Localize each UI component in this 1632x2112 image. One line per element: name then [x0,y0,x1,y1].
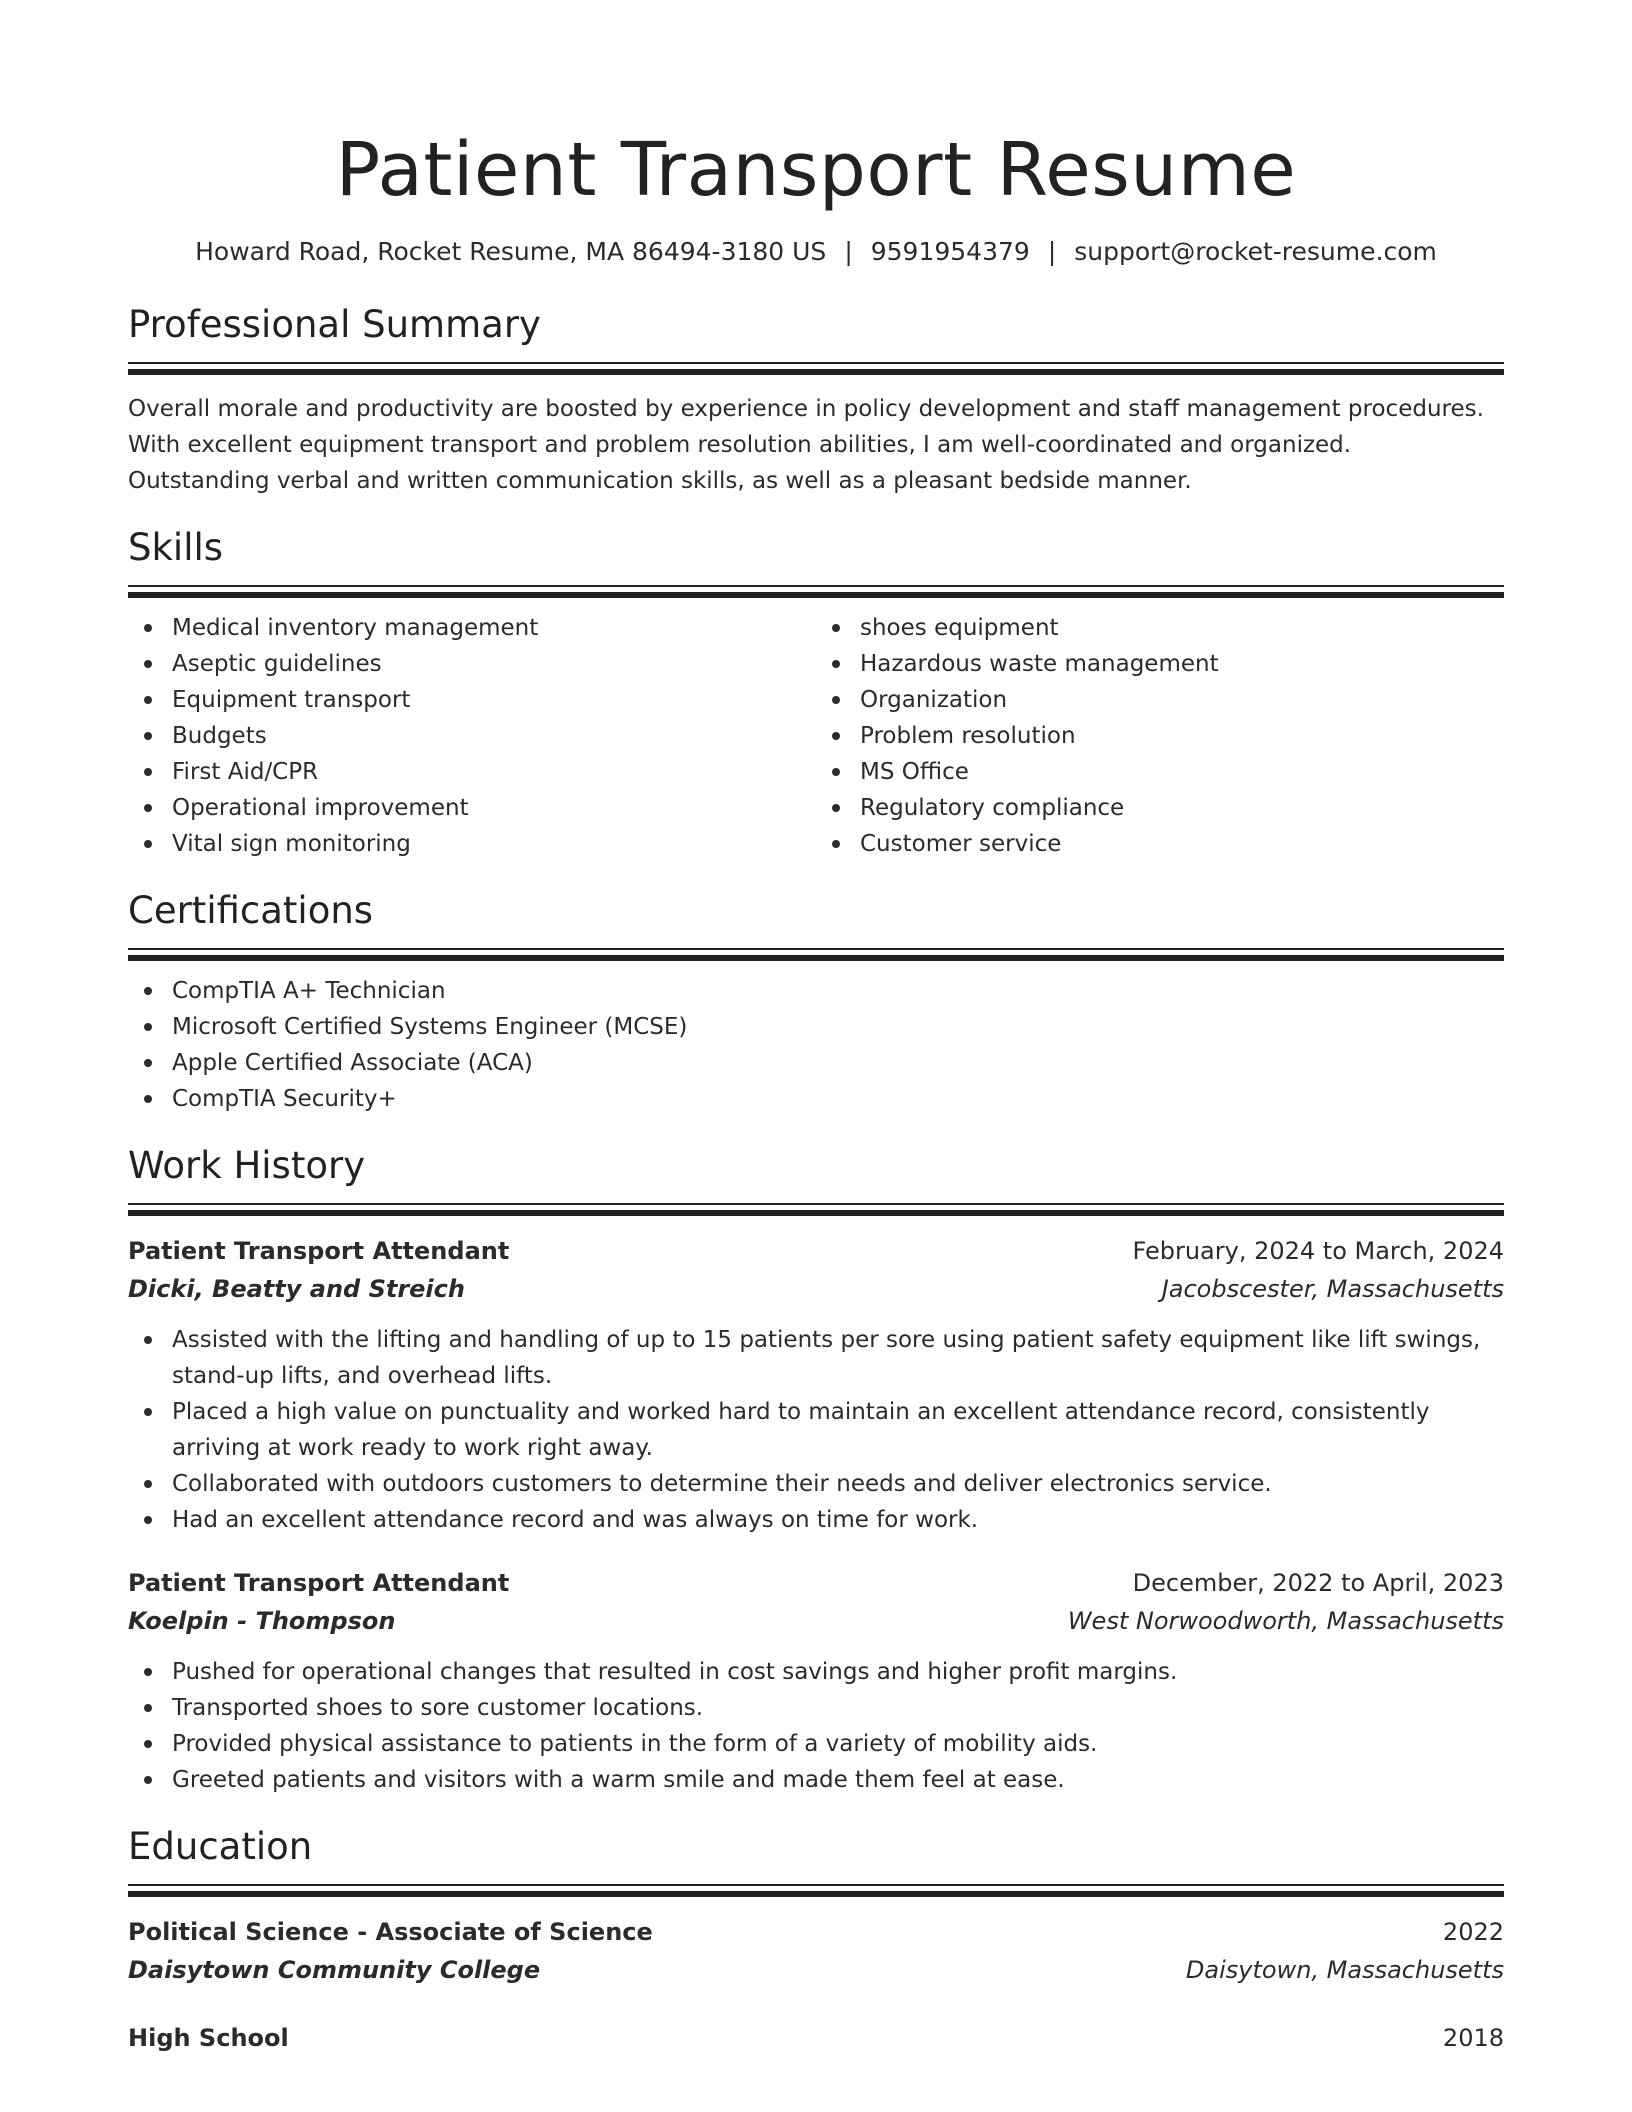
education-degree: Political Science - Associate of Science [128,1918,653,1946]
education-heading: Education [128,1825,313,1868]
job-bullet: Collaborated with outdoors customers to determine their needs and deliver electronics service. [128,1466,1504,1502]
skills-section [128,525,1504,862]
job-bullet: Had an excellent attendance record and was always on time for work. [128,1502,1504,1538]
skill-item: Operational improvement [128,790,816,826]
education-year: 2018 [1442,2024,1504,2052]
job-header [128,1232,1504,1270]
skill-item: Problem resolution [816,718,1504,754]
job-bullet: Greeted patients and visitors with a warm smile and made them feel at ease. [128,1762,1504,1798]
job-title: Patient Transport Attendant [128,1569,510,1597]
education-entry [128,1913,1504,1989]
certifications-heading: Certifications [128,889,374,932]
job-dates: December, 2022 to April, 2023 [1132,1569,1504,1597]
job-entry [128,1232,1504,1538]
contact-email: support@rocket-resume.com [1074,237,1437,266]
skill-item: First Aid/CPR [128,754,816,790]
resume-title: Patient Transport Resume [335,127,1297,213]
education-entry [128,2019,1504,2057]
job-bullet: Assisted with the lifting and handling of up to 15 patients per sore using patient safety equipment like lift swings, stand-up lifts, and overhead lifts. [128,1322,1504,1394]
job-title: Patient Transport Attendant [128,1237,510,1265]
certification-item: CompTIA A+ Technician [128,973,1504,1009]
job-dates: February, 2024 to March, 2024 [1132,1237,1504,1265]
summary-section [128,302,1504,499]
education-year: 2022 [1442,1918,1504,1946]
section-divider [128,585,1504,598]
skill-item: Customer service [816,826,1504,862]
education-section [128,1824,1504,2057]
section-divider [128,1203,1504,1216]
job-entry [128,1564,1504,1798]
skill-item: shoes equipment [816,610,1504,646]
skills-grid [128,610,1504,862]
job-company: Dicki, Beatty and Streich [128,1275,465,1303]
skill-item: Equipment transport [128,682,816,718]
job-bullet: Provided physical assistance to patients in the form of a variety of mobility aids. [128,1726,1504,1762]
skills-left-column [128,610,816,862]
job-location: Jacobscester, Massachusetts [1161,1275,1504,1303]
skill-item: Medical inventory management [128,610,816,646]
job-company: Koelpin - Thompson [128,1607,396,1635]
certification-item: CompTIA Security+ [128,1081,1504,1117]
contact-address: Howard Road, Rocket Resume, MA 86494-3180 US [195,237,827,266]
skill-item: Aseptic guidelines [128,646,816,682]
education-degree: High School [128,2024,289,2052]
skill-item: Budgets [128,718,816,754]
education-school: Daisytown Community College [128,1956,541,1984]
job-bullet: Placed a high value on punctuality and worked hard to maintain an excellent attendance record, consistently arriving at work ready to work right away. [128,1394,1504,1466]
skill-item: Vital sign monitoring [128,826,816,862]
section-divider [128,1884,1504,1897]
certification-item: Apple Certified Associate (ACA) [128,1045,1504,1081]
education-header [128,2019,1504,2057]
skill-item: Hazardous waste management [816,646,1504,682]
summary-line: With excellent equipment transport and problem resolution abilities, I am well-coordinated and organized. [128,432,1352,458]
job-subheader [128,1602,1504,1640]
skill-item: Organization [816,682,1504,718]
education-header [128,1913,1504,1951]
contact-separator: | [844,237,853,266]
summary-line: Outstanding verbal and written communication skills, as well as a pleasant bedside manner. [128,468,1192,494]
section-divider [128,948,1504,961]
contact-line [128,236,1504,268]
certifications-list [128,973,1504,1117]
summary-line: Overall morale and productivity are boosted by experience in policy development and staff management procedures. [128,396,1484,422]
skills-heading: Skills [128,526,224,569]
education-subheader [128,1951,1504,1989]
work-history-section [128,1143,1504,1798]
section-divider [128,362,1504,375]
job-bullet: Pushed for operational changes that resulted in cost savings and higher profit margins. [128,1654,1504,1690]
education-location: Daisytown, Massachusetts [1185,1956,1504,1984]
job-subheader [128,1270,1504,1308]
job-header [128,1564,1504,1602]
contact-phone: 9591954379 [870,237,1030,266]
job-bullets [128,1654,1504,1798]
summary-heading: Professional Summary [128,303,541,346]
contact-separator: | [1047,237,1057,266]
certifications-section [128,888,1504,1117]
job-location: West Norwoodworth, Massachusetts [1067,1607,1504,1635]
certification-item: Microsoft Certified Systems Engineer (MCSE) [128,1009,1504,1045]
skill-item: Regulatory compliance [816,790,1504,826]
skill-item: MS Office [816,754,1504,790]
skills-right-column [816,610,1504,862]
work-history-heading: Work History [128,1144,366,1187]
summary-text [128,391,1504,499]
job-bullets [128,1322,1504,1538]
job-bullet: Transported shoes to sore customer locations. [128,1690,1504,1726]
